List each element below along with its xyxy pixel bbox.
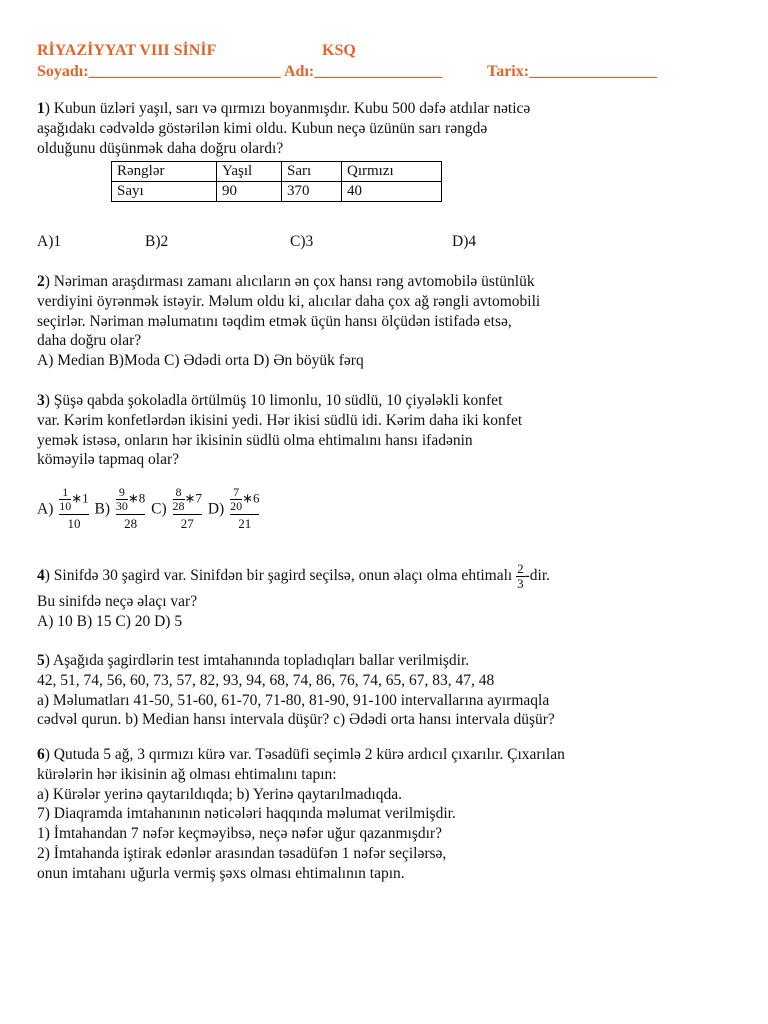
denominator: 10: [67, 516, 81, 531]
question-number: 5: [37, 652, 45, 669]
denominator: 28: [172, 499, 185, 513]
denominator: 3: [517, 575, 524, 591]
answer-option-label[interactable]: C): [151, 500, 167, 518]
question-5: [37, 651, 757, 730]
answer-option-label[interactable]: A): [37, 500, 54, 518]
numerator: 8: [173, 486, 185, 500]
question-3: [37, 391, 737, 470]
table-cell: 40: [342, 182, 442, 202]
worksheet-header: [37, 42, 737, 84]
numerator: 9: [116, 486, 128, 500]
table-cell: 370: [282, 182, 342, 202]
question-6: [37, 745, 757, 884]
name-field[interactable]: Adı:________________: [284, 63, 443, 80]
multiplier: ∗1: [71, 490, 89, 506]
table-row: [112, 162, 442, 182]
multiplier: ∗8: [127, 490, 146, 506]
score-list: 42, 51, 74, 56, 60, 73, 57, 82, 93, 94, 68, 74, 86, 76, 74, 65, 67, 83, 47, 48: [37, 671, 495, 689]
color-count-table: [111, 161, 442, 202]
denominator: 21: [238, 516, 252, 531]
question-text: daha doğru olar?: [37, 332, 142, 350]
question-text: -dir.: [524, 567, 551, 584]
numerator: 7: [230, 486, 242, 500]
question-text: ) Qutuda 5 ağ, 3 qırmızı kürə var. Təsadüfi seçimlə 2 kürə ardıcıl çıxarılır. Çıxarılan: [44, 746, 565, 763]
question-text: verdiyini öyrənmək istəyir. Məlum oldu ki, alıcılar daha çox ağ rəngli avtomobili: [37, 292, 541, 310]
numerator: 1: [59, 486, 71, 500]
multiplier: ∗6: [242, 490, 260, 506]
table-cell: Yaşıl: [217, 162, 282, 182]
question-text: ) Kubun üzləri yaşıl, sarı və qırmızı boyanmışdır. Kubu 500 dəfə atdılar nəticə: [44, 100, 531, 117]
fraction-expression: [173, 486, 202, 533]
question-text: ) Aşağıda şagirdlərin test imtahanında topladıqları ballar verilmişdir.: [44, 652, 470, 669]
table-cell: Sayı: [112, 182, 217, 202]
question-number: 3: [37, 392, 45, 409]
question-text: olduğunu düşünmək daha doğru olardı?: [37, 139, 284, 157]
answer-option-label[interactable]: B): [94, 500, 111, 518]
question-number: 4: [37, 567, 45, 584]
question-text: seçirlər. Nəriman məlumatını təqdim etmək üçün hansı ölçüdən istifadə etsə,: [37, 312, 512, 330]
question-text: aşağıdakı cədvəldə göstərilən kimi oldu. Kubun neçə üzünün sarı rəngdə: [37, 119, 488, 137]
question-number: 1: [37, 100, 45, 117]
question-text: ) Sinifdə 30 şagird var. Sinifdən bir şagird seçilsə, onun əlaçı olma ehtimalı: [44, 567, 517, 584]
fraction-expression: [116, 486, 145, 533]
question-3-options: [37, 486, 437, 541]
question-1: [37, 99, 737, 202]
table-cell: Rənglər: [112, 162, 217, 182]
probability-fraction: [516, 562, 525, 591]
question-text: a) Kürələr yerinə qaytarıldıqda; b) Yerinə qaytarılmadıqda.: [37, 785, 402, 803]
question-text: ) Şüşə qabda şokoladla örtülmüş 10 limonlu, 10 südlü, 10 çiyələkli konfet: [44, 392, 503, 409]
question-7-text: 2) İmtahanda iştirak edənlər arasından təsadüfən 1 nəfər seçilərsə,: [37, 844, 447, 862]
fraction-expression: [230, 486, 259, 533]
question-1-options: [37, 233, 537, 253]
question-7-text: onun imtahanı uğurla vermiş şəxs olması ehtimalının tapın.: [37, 864, 405, 882]
question-7-text: 1) İmtahandan 7 nəfər keçməyibsə, neçə nəfər uğur qazanmışdır?: [37, 825, 442, 843]
surname-field[interactable]: Soyadı:________________________: [37, 63, 281, 80]
question-number: 6: [37, 746, 45, 763]
denominator: 27: [180, 516, 194, 531]
answer-option[interactable]: D)4: [452, 233, 477, 250]
denominator: 30: [115, 499, 128, 513]
fraction-expression: [59, 486, 88, 533]
question-text: Bu sinifdə neçə əlaçı var?: [37, 593, 198, 610]
question-text: a) Məlumatları 41-50, 51-60, 61-70, 71-80, 81-90, 91-100 intervallarına ayırmaqla: [37, 691, 550, 709]
answer-options: A) 10 B) 15 C) 20 D) 5: [37, 612, 183, 630]
question-text: ) Nəriman araşdırması zamanı alıcıların ən çox hansı rəng avtomobilə üstünlük: [44, 273, 535, 290]
question-text: var. Kərim konfetlərdən ikisini yedi. Hər ikisi südlü idi. Kərim daha iki konfet: [37, 411, 523, 429]
multiplier: ∗7: [184, 490, 202, 506]
answer-option[interactable]: C)3: [290, 233, 314, 250]
question-text: cədvəl qurun. b) Median hansı intervala düşür? c) Ədədi orta hansı intervala düşür?: [37, 711, 555, 729]
question-text: kürələrin hər ikisinin ağ olması ehtimalını tapın:: [37, 765, 337, 783]
answer-option[interactable]: A)1: [37, 233, 62, 250]
question-4: [37, 560, 757, 632]
worksheet-code: KSQ: [322, 42, 356, 59]
question-number: 2: [37, 273, 45, 290]
denominator: 10: [59, 499, 72, 513]
question-text: köməyilə tapmaq olar?: [37, 451, 180, 469]
table-cell: Sarı: [282, 162, 342, 182]
table-cell: 90: [217, 182, 282, 202]
numerator: 2: [517, 560, 524, 576]
question-7-text: 7) Diaqramda imtahanının nəticələri haqqında məlumat verilmişdir.: [37, 805, 456, 823]
answer-options: A) Median B)Moda C) Ədədi orta D) Ən böyük fərq: [37, 352, 364, 370]
answer-option-label[interactable]: D): [207, 500, 225, 518]
worksheet-title: RİYAZİYYAT VIII SİNİF: [37, 42, 217, 59]
answer-option[interactable]: B)2: [145, 233, 169, 250]
question-text: yemək istəsə, onların hər ikisinin südlü olma ehtimalını hansı ifadənin: [37, 431, 473, 449]
question-2: [37, 272, 737, 371]
denominator: 28: [124, 516, 138, 531]
table-row: [112, 182, 442, 202]
table-cell: Qırmızı: [342, 162, 442, 182]
date-field[interactable]: Tarix:________________: [487, 63, 658, 80]
denominator: 20: [230, 499, 243, 513]
